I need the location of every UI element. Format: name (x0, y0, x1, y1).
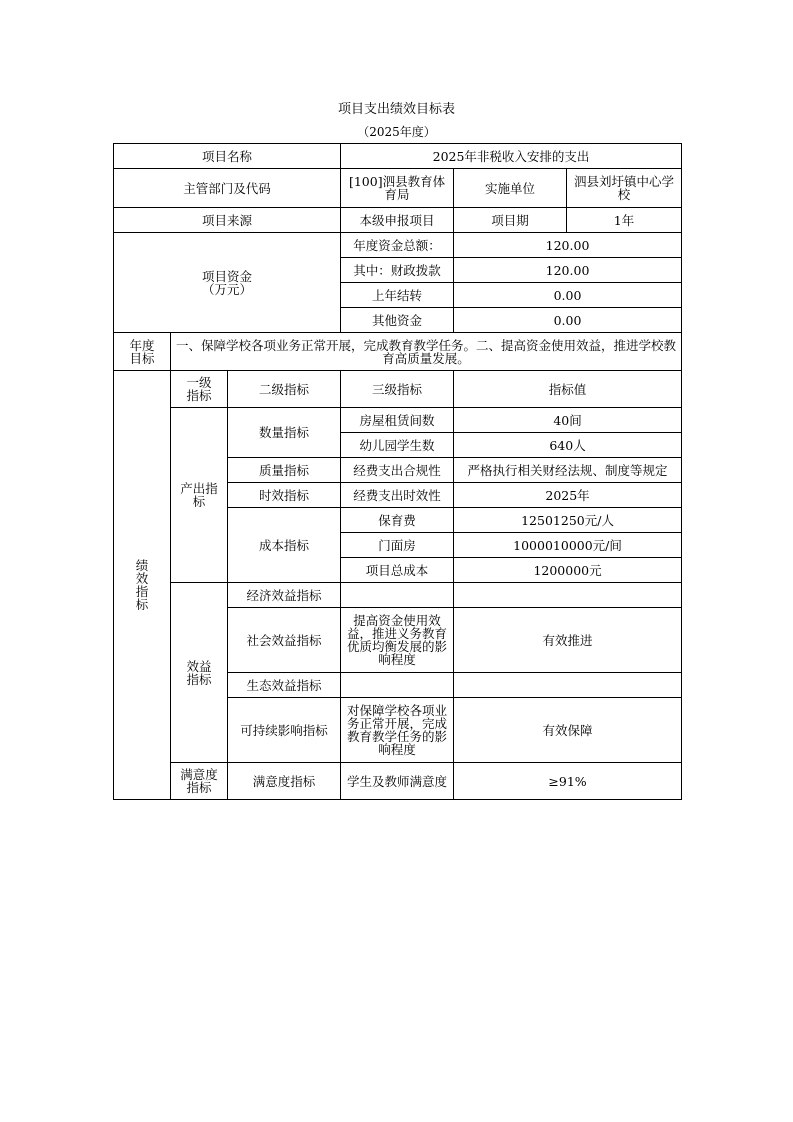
quantity-item-1: 房屋租赁间数 (341, 408, 454, 433)
funds-carryover-value: 0.00 (454, 283, 682, 308)
quantity-value-1: 40间 (454, 408, 682, 433)
row-funds-total (114, 233, 682, 258)
row-source (114, 208, 682, 233)
cost-indicator: 成本指标 (228, 508, 341, 583)
benefit-label-line1: 效益 (186, 658, 212, 674)
sustain-item: 对保障学校各项业务正常开展，完成教育教学任务的影响程度 (341, 698, 454, 763)
satisfaction-value: ≥91% (454, 763, 682, 800)
page-subtitle: （2025年度） (357, 125, 436, 139)
row-annual-goal (114, 333, 682, 371)
performance-table (113, 143, 682, 800)
time-item: 经费支出时效性 (341, 483, 454, 508)
annual-goal-label-line2: 目标 (129, 350, 155, 366)
funds-other-label: 其他资金 (341, 308, 454, 333)
satisfaction-indicator: 满意度指标 (228, 763, 341, 800)
dept-value: [100]泗县教育体育局 (341, 169, 454, 208)
satisfaction-label-line2: 指标 (186, 780, 212, 795)
period-value: 1年 (567, 208, 682, 233)
row-output-quantity-1 (114, 408, 682, 433)
annual-goal-text: 一、保障学校各项业务正常开展，完成教育教学任务。二、提高资金使用效益，推进学校教育高质量发展。 (171, 333, 682, 371)
cost-value-3: 1200000元 (454, 558, 682, 583)
indicators-section-char: 标 (135, 597, 149, 612)
satisfaction-label (171, 763, 228, 800)
quality-value: 严格执行相关财经法规、制度等规定 (454, 458, 682, 483)
benefit-label-line2: 指标 (186, 671, 212, 687)
annual-goal-label-line1: 年度 (129, 337, 155, 353)
output-label (171, 408, 228, 583)
satisfaction-item: 学生及教师满意度 (341, 763, 454, 800)
funds-label-line2: （万元） (202, 281, 253, 297)
cost-item-1: 保育费 (341, 508, 454, 533)
indicators-section-char: 绩 (135, 558, 149, 573)
funds-label-line1: 项目资金 (202, 268, 253, 284)
social-indicator: 社会效益指标 (228, 608, 341, 673)
unit-value: 泗县刘圩镇中心学校 (567, 169, 682, 208)
funds-label (114, 233, 341, 333)
quality-item: 经费支出合规性 (341, 458, 454, 483)
row-benefit-economic (114, 583, 682, 608)
economic-item (341, 583, 454, 608)
unit-label: 实施单位 (454, 169, 567, 208)
indicators-section-char: 效 (135, 571, 149, 586)
quality-indicator: 质量指标 (228, 458, 341, 483)
time-indicator: 时效指标 (228, 483, 341, 508)
source-label: 项目来源 (114, 208, 341, 233)
satisfaction-label-line1: 满意度 (180, 767, 218, 782)
ecological-value (454, 673, 682, 698)
cost-item-2: 门面房 (341, 533, 454, 558)
economic-value (454, 583, 682, 608)
indicators-section-label (114, 371, 171, 800)
benefit-label (171, 583, 228, 763)
quantity-value-2: 640人 (454, 433, 682, 458)
header-level1-line1: 一级 (186, 375, 212, 390)
row-indicator-headers (114, 371, 682, 408)
project-name-value: 2025年非税收入安排的支出 (341, 144, 682, 169)
output-label-line1: 产出指 (180, 481, 218, 496)
cost-item-3: 项目总成本 (341, 558, 454, 583)
source-value: 本级申报项目 (341, 208, 454, 233)
header-level2: 二级指标 (228, 371, 341, 408)
cost-value-1: 12501250元/人 (454, 508, 682, 533)
funds-other-value: 0.00 (454, 308, 682, 333)
ecological-indicator: 生态效益指标 (228, 673, 341, 698)
page-title: 项目支出绩效目标表 (337, 102, 455, 117)
indicators-section-char: 指 (135, 584, 149, 599)
header-level1 (171, 371, 228, 408)
header-level1-line2: 指标 (186, 388, 212, 403)
time-value: 2025年 (454, 483, 682, 508)
header-level3: 三级指标 (341, 371, 454, 408)
cost-value-2: 1000010000元/间 (454, 533, 682, 558)
quantity-indicator: 数量指标 (228, 408, 341, 458)
funds-fiscal-label: 其中：财政拨款 (341, 258, 454, 283)
annual-goal-label (114, 333, 171, 371)
quantity-item-2: 幼儿园学生数 (341, 433, 454, 458)
funds-carryover-label: 上年结转 (341, 283, 454, 308)
sustain-indicator: 可持续影响指标 (228, 698, 341, 763)
output-label-line2: 标 (192, 494, 206, 509)
funds-fiscal-value: 120.00 (454, 258, 682, 283)
funds-total-value: 120.00 (454, 233, 682, 258)
row-satisfaction (114, 763, 682, 800)
dept-label: 主管部门及代码 (114, 169, 341, 208)
header-value: 指标值 (454, 371, 682, 408)
funds-total-label: 年度资金总额： (341, 233, 454, 258)
social-value: 有效推进 (454, 608, 682, 673)
period-label: 项目期 (454, 208, 567, 233)
ecological-item (341, 673, 454, 698)
social-item: 提高资金使用效益，推进义务教育优质均衡发展的影响程度 (341, 608, 454, 673)
sustain-value: 有效保障 (454, 698, 682, 763)
economic-indicator: 经济效益指标 (228, 583, 341, 608)
row-project-name (114, 144, 682, 169)
row-department (114, 169, 682, 208)
project-name-label: 项目名称 (114, 144, 341, 169)
